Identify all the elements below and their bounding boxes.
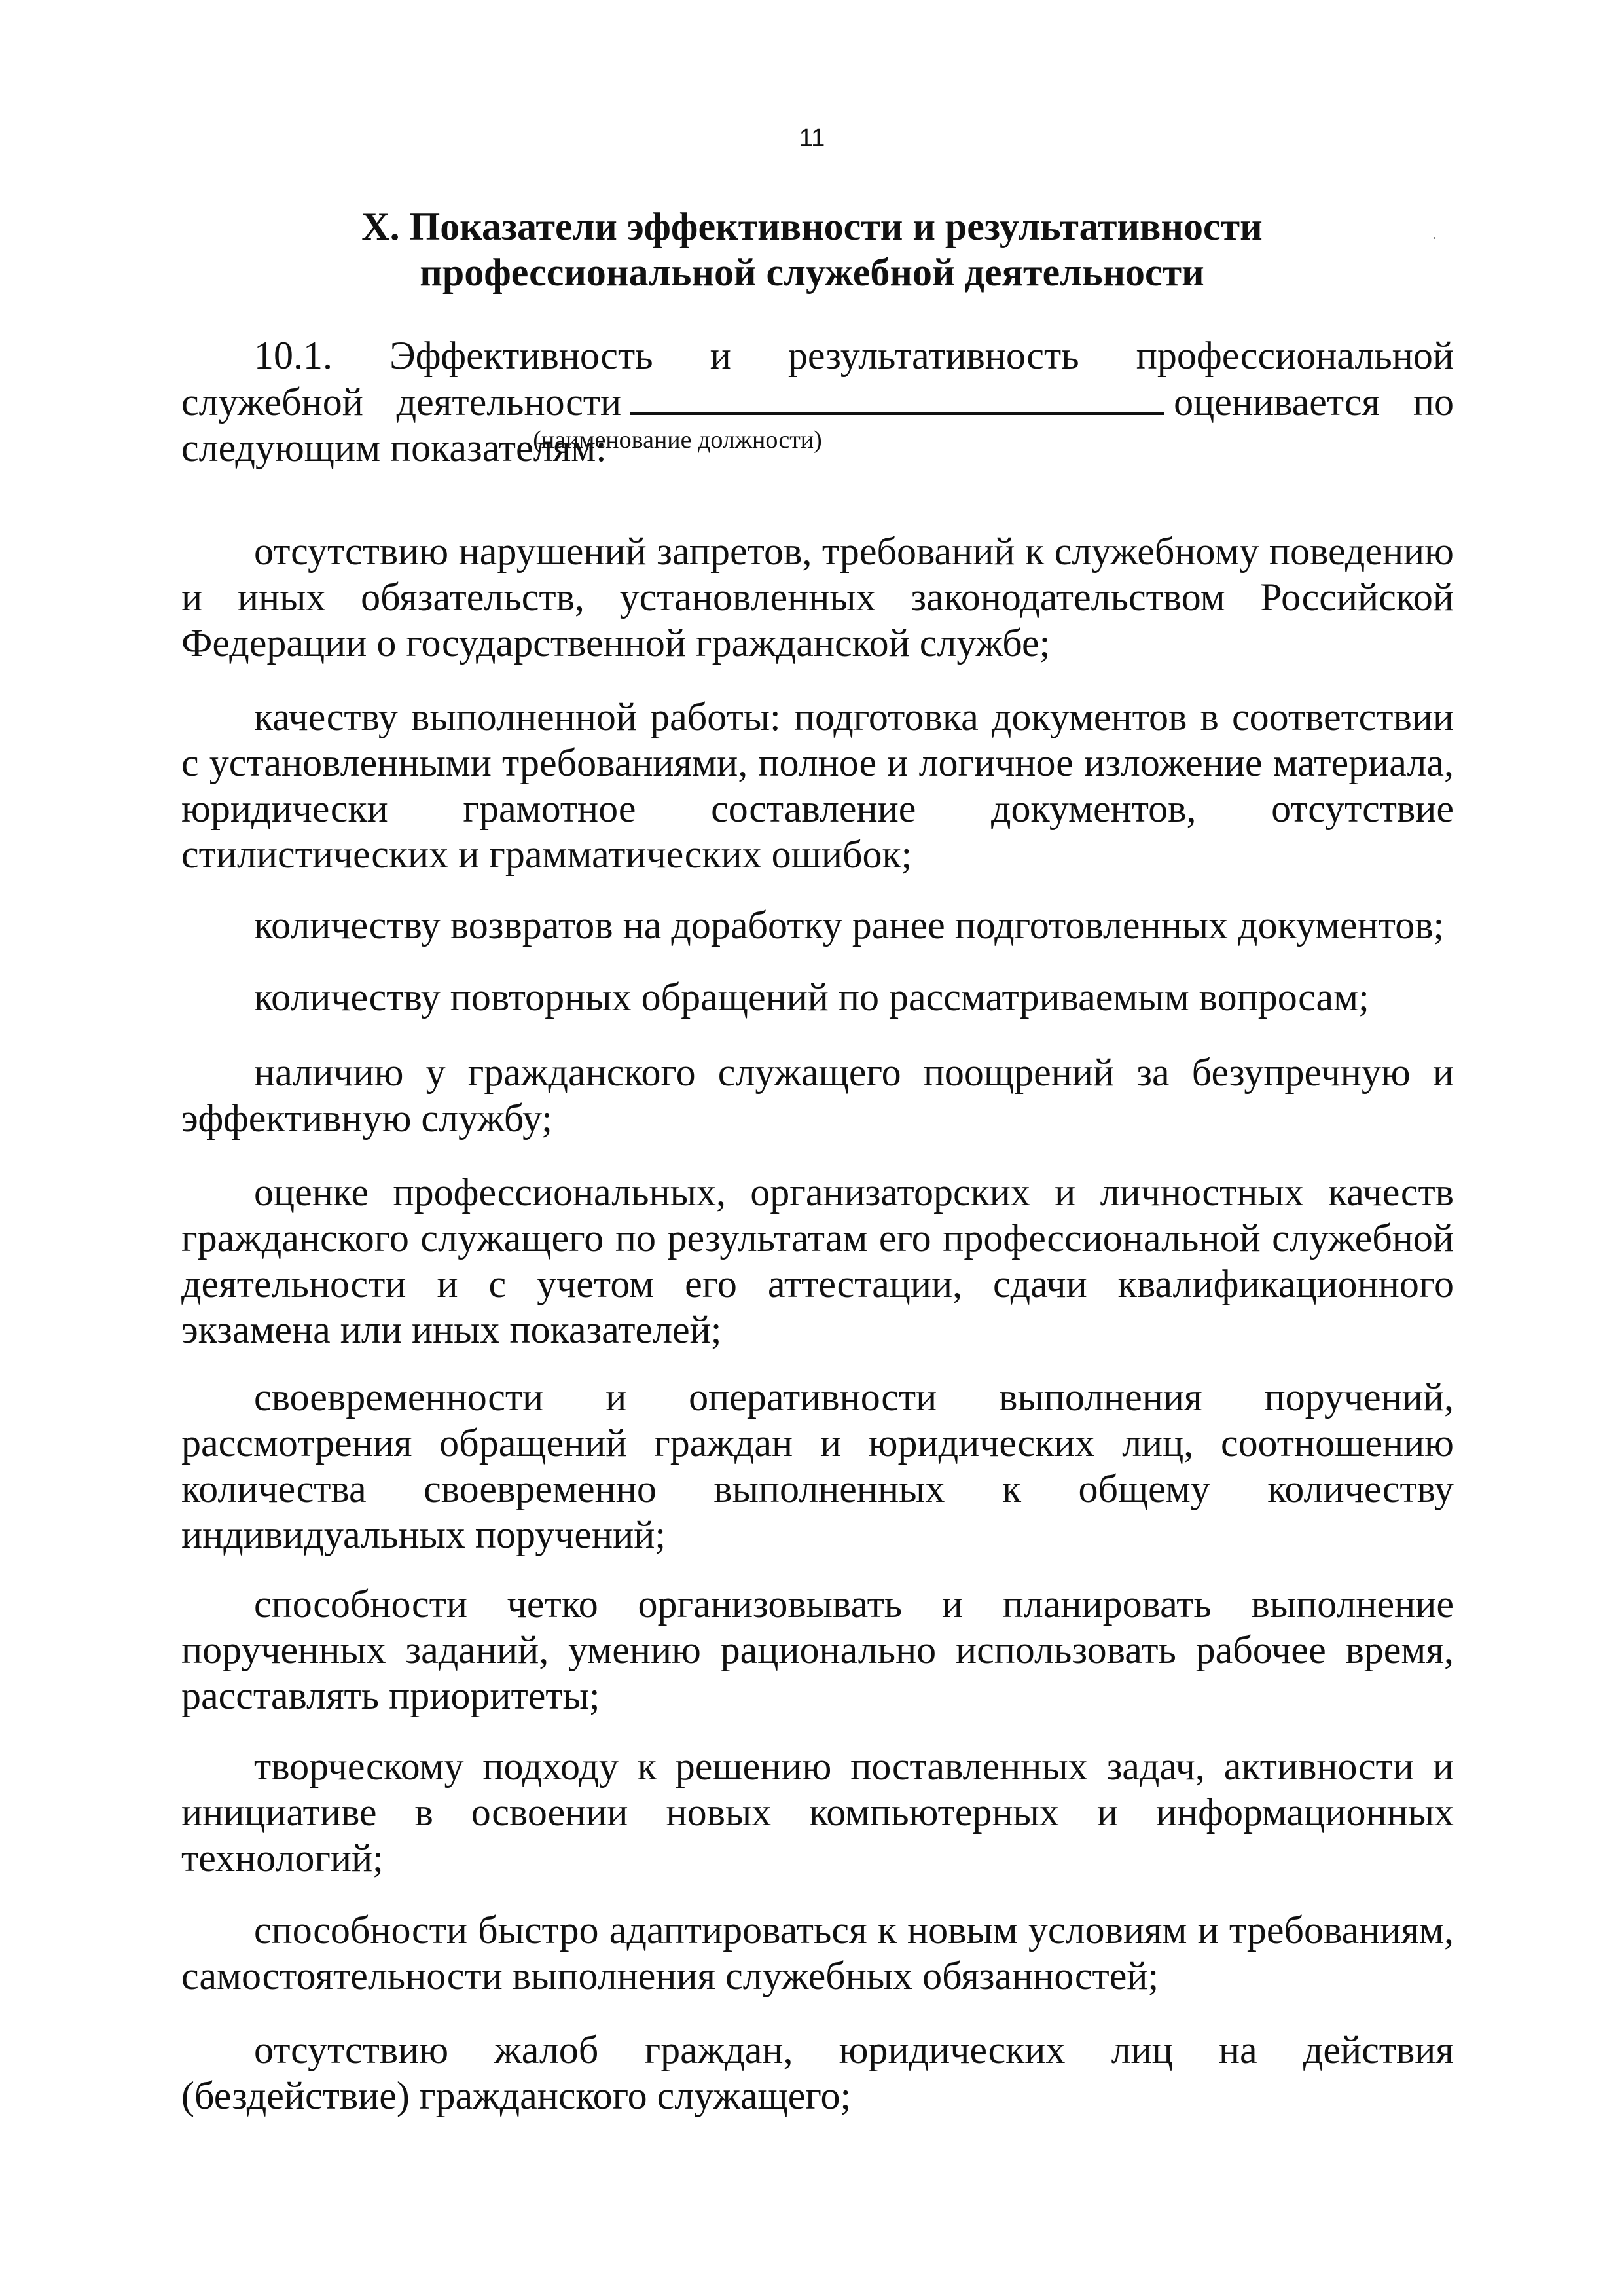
intro-text-before: 10.1. Эффективность и результативность профессиональной служебной деятельности <box>181 334 1454 424</box>
indicator-item: способности четко организовывать и планировать выполнение порученных заданий, умению рационально использовать рабочее время, расставлять приоритеты; <box>181 1582 1454 1717</box>
indicator-item: наличию у гражданского служащего поощрений за безупречную и эффективную службу; <box>181 1051 1454 1140</box>
intro-text-after: оценивается по следующим показателям: <box>181 380 1454 469</box>
indicator-item: творческому подходу к решению поставленных задач, активности и инициативе в освоении новых компьютерных и информационных технологий; <box>181 1745 1454 1880</box>
section-title-line-2: профессиональной служебной деятельности <box>420 251 1204 294</box>
indicator-item: способности быстро адаптироваться к новым условиям и требованиям, самостоятельности выполнения служебных обязанностей; <box>181 1908 1454 1997</box>
indicator-item: своевременности и оперативности выполнения поручений, рассмотрения обращений граждан и юридических лиц, соотношению количества своевременно выполненных к общему количеству индивидуальных поручений; <box>181 1376 1454 1556</box>
indicator-item: оценке профессиональных, организаторских и личностных качеств гражданского служащего по результатам его профессиональной служебной деятельности и с учетом его аттестации, сдачи квалификационного экзамена или иных показателей; <box>181 1171 1454 1351</box>
indicator-item: качеству выполненной работы: подготовка документов в соответствии с установленными требованиями, полное и логичное изложение материала, юридически грамотное составление документов, отсутствие стилистических и грамматических ошибок; <box>181 695 1454 876</box>
position-name-blank <box>630 378 1164 415</box>
indicator-item: количеству повторных обращений по рассматриваемым вопросам; <box>254 975 1369 1019</box>
indicator-item: отсутствию нарушений запретов, требований к служебному поведению и иных обязательств, установленных законодательством Российской Федерации о государственной гражданской службе; <box>181 530 1454 665</box>
page-number: 11 <box>799 124 825 152</box>
indicator-item: количеству возвратов на доработку ранее подготовленных документов; <box>254 903 1445 947</box>
indicator-item: отсутствию жалоб граждан, юридических лиц на действия (бездействие) гражданского служащего; <box>181 2028 1454 2117</box>
section-title-line-1: X. Показатели эффективности и результативности <box>361 205 1263 248</box>
blank-caption: (наименование должности) <box>533 426 822 454</box>
scan-speck <box>1434 237 1435 239</box>
